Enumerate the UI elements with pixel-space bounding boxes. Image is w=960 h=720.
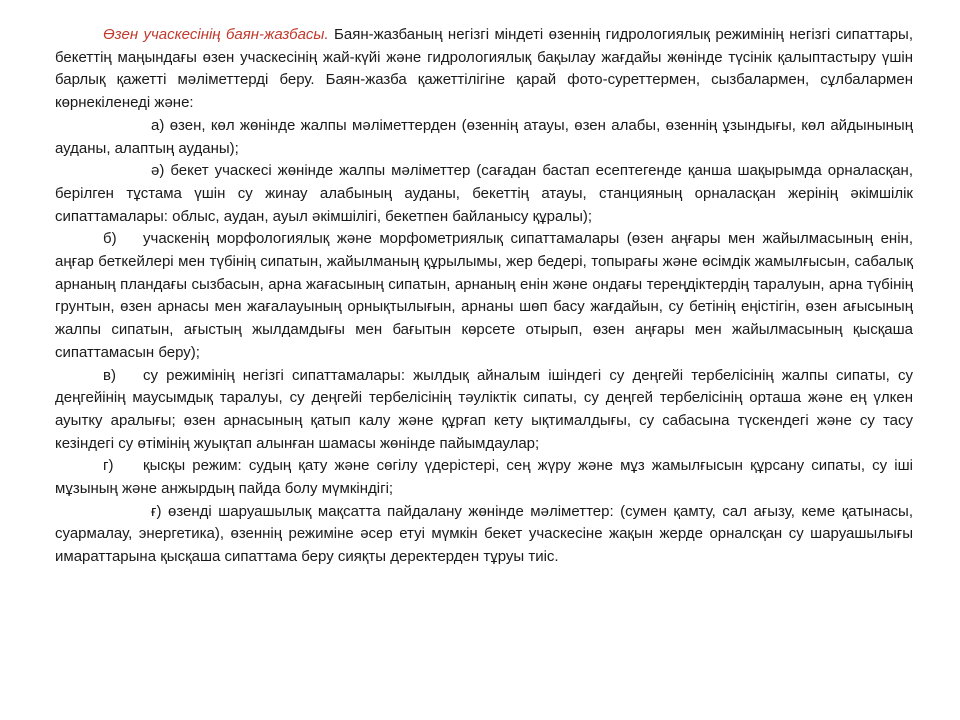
list-item-gh [55,501,913,569]
section-lead-title: Өзен учаскесінің баян-жазбасы. [103,26,329,43]
document-body [55,24,913,569]
intro-paragraph [55,24,913,115]
list-item-b [55,228,913,364]
list-item-label: ғ) [151,502,162,520]
list-item-text: бекет учаскесі жөнінде жалпы мәліметтер (сағадан бастап есептегенде қанша шақырымда орналасқан, берілген тұстама үшін су жинау алабының ауданы, бекеттің атауы, станцияның орналасқан жерінің әкімшілік сипаттамалары: облыс, аудан, ауыл әкімшілігі, бекетпен байланысу құралы); [55,162,913,225]
list-item-text: өзен, көл жөнінде жалпы мәліметтерден (өзеннің атауы, өзен алабы, өзеннің ұзындығы, көл айдынының ауданы, алаптың ауданы); [55,116,913,157]
list-item-label: а) [151,116,165,134]
list-item-text: өзенді шаруашылық мақсатта пайдалану жөнінде мәліметтер: (сумен қамту, сал ағызу, кеме қатынасы, суармалау, энергетика), өзеннің режиміне әсер етуі мүмкін бекет учаскесіне жақын жерде орналсқан су шаруашылығы имараттарына қысқаша сипаттама беру сияқты деректерден тұруы тиіс. [55,502,913,566]
list-item-text: су режимінің негізгі сипаттамалары: жылдық айналым ішіндегі су деңгейі тербелісінің жалпы сипаты, су деңгейінің маусымдық таралуы, су деңгейі тербелісінің тәуліктік сипаты, су деңгей тербелісінің орташа және ең үлкен ауытку аралығы; өзен арнасының қатып калу және құрғап кету ықтималдығы, су сабасына түскендегі және су тасу кезіндегі су өтімінің жуықтап алынған шамасы жөнінде пайымдаулар; [55,366,913,452]
list-item-text: қысқы режим: судың қату және сөгілу үдерістері, сең жүру және мұз жамылғысын құрсану сипаты, су іші мұзының және анжырдың пайда болу мүмкіндігі; [55,457,913,498]
list-item-ae [55,160,913,228]
list-item-text: учаскенің морфологиялық және морфометриялық сипаттамалары (өзен аңғары мен жайылмасының енін, аңғар беткейлері мен түбінің сипатын, жайылманың құрылымы, жер бедері, топырағы және өсімдік жамылғысын, сабалық арнаның пландағы сызбасын, арна жағасының сипатын, арнаның енін және ондағы тереңдіктердің таралуын, арна түбінің грунтын, өзен арнасы мен жағалауының орнықтылығын, арнаны шөп басу жағдайын, су бетінің еңістігін, өзен ағысының жалпы сипатын, ағыстың жылдамдығы мен бағытын көрсете отырып, өзен аңғары мен жайылмасының қысқаша сипаттамасын беру); [55,230,913,361]
list-item-label: ә) [151,162,165,180]
list-item-label: в) [103,366,116,384]
list-item-label: г) [103,457,114,475]
list-item-a [55,115,913,160]
list-item-v [55,365,913,456]
intro-text: Баян-жазбаның негізгі міндеті өзеннің гидрологиялық режимінің негізгі сипаттары, бекеттің маңындағы өзен учаскесінің жай-күйі және гидрологиялық бақылау жағдайы жөнінде түсінік қалыптастыру үшін барлық қажетті мәліметтерді беру. Баян-жазба қажеттілігіне қарай фото-суреттермен, сызбалармен, сұлбалармен көрнекіленеді және: [55,26,913,112]
list-item-label: б) [103,230,117,248]
list-item-g [55,455,913,500]
